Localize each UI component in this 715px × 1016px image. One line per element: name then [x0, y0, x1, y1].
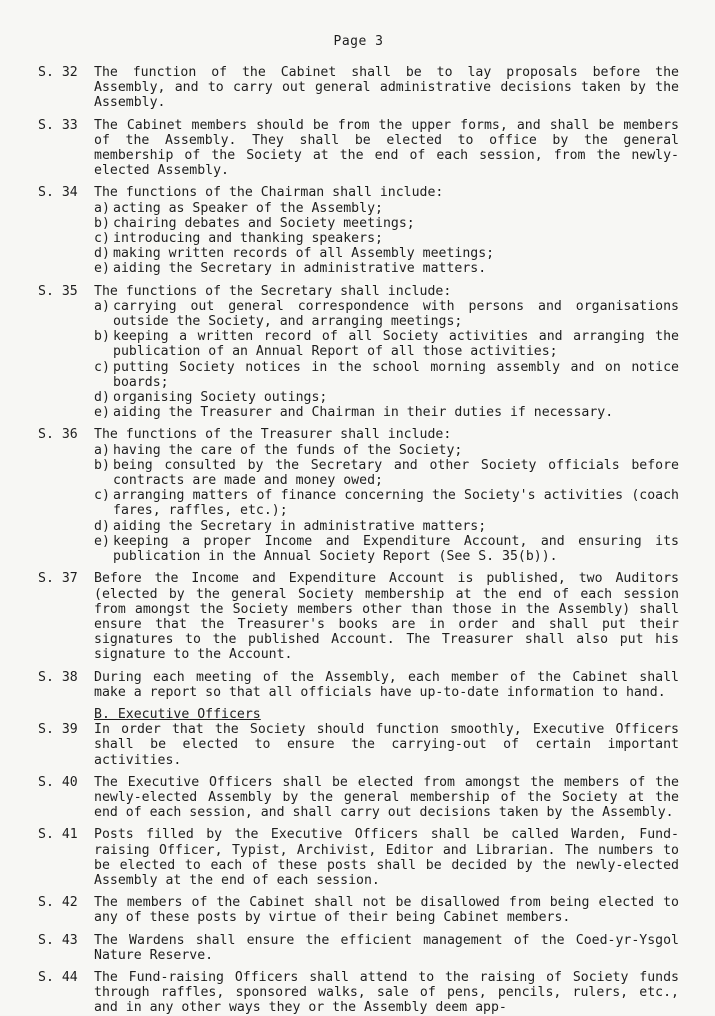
clause-text: During each meeting of the Assembly, each member of the Cabinet shall make a report so that all officials have up-to-date information to hand.	[94, 669, 679, 700]
clause-number: S. 41	[38, 827, 78, 843]
list-item-text: having the care of the funds of the Society;	[113, 442, 463, 458]
clause-number: S. 42	[38, 895, 78, 911]
list-item-text: putting Society notices in the school morning assembly and on notice boards;	[113, 359, 679, 390]
clause-body	[94, 65, 679, 111]
list-item-text: acting as Speaker of the Assembly;	[113, 200, 383, 216]
clause	[38, 571, 679, 662]
list-item-letter: e)	[94, 261, 110, 277]
list-item	[94, 246, 679, 261]
clause-text: Before the Income and Expenditure Account is published, two Auditors (elected by the general Society membership at the end of each session from amongst the Society members other than those in the Assembly) shall ensure that the Treasurer's books are in order and shall put their signatures to the published Account. The Treasurer shall also put his signature to the Account.	[94, 571, 679, 663]
list-item	[94, 534, 679, 564]
list-item-text: organising Society outings;	[113, 390, 328, 406]
clause-number: S. 34	[38, 185, 78, 201]
list-item-text: keeping a proper Income and Expenditure Account, and ensuring its publication in the Annual Society Report (See S. 35(b)).	[113, 533, 679, 565]
clause-number: S. 43	[38, 932, 78, 948]
clause	[38, 427, 679, 564]
clause	[38, 670, 679, 700]
clauses-section-a	[38, 65, 679, 700]
clause-text: The members of the Cabinet shall not be disallowed from being elected to any of these posts by virtue of their being Cabinet members.	[94, 895, 679, 926]
clause	[38, 895, 679, 925]
clause-number: S. 37	[38, 571, 78, 587]
list-item	[94, 231, 679, 246]
list-item-letter: c)	[94, 488, 110, 504]
clause-body	[94, 118, 679, 179]
list-item-text: arranging matters of finance concerning the Society's activities (coach fares, raffles, etc.);	[113, 488, 679, 519]
section-heading-executive-officers: B. Executive Officers	[94, 706, 261, 722]
list-item-letter: a)	[94, 442, 110, 458]
clause	[38, 118, 679, 179]
clause-body	[94, 895, 679, 925]
list-item-text: keeping a written record of all Society activities and arranging the publication of an Annual Report of all those activities;	[113, 329, 679, 360]
clause-number: S. 40	[38, 774, 78, 790]
clause	[38, 722, 679, 768]
list-item-text: chairing debates and Society meetings;	[113, 215, 415, 231]
clause-body	[94, 571, 679, 662]
clause	[38, 185, 679, 276]
clause-text: The Executive Officers shall be elected from amongst the members of the newly-elected Assembly by the general membership of the Society at the end of each session, and shall carry out decisions taken by the Assembly.	[94, 774, 679, 821]
list-item-letter: b)	[94, 215, 110, 231]
clause-text: The Cabinet members should be from the upper forms, and shall be members of the Assembly. They shall be elected to office by the general membership of the Society at the end of each session, from the newly-elected Assembly.	[94, 117, 679, 179]
list-item	[94, 329, 679, 359]
clause-text: The functions of the Secretary shall include:	[94, 283, 452, 299]
list-item	[94, 299, 679, 329]
list-item-text: making written records of all Assembly meetings;	[113, 246, 495, 262]
clause-item-list	[94, 201, 679, 277]
list-item	[94, 458, 679, 488]
list-item	[94, 488, 679, 518]
list-item-letter: b)	[94, 457, 110, 473]
clause-body	[94, 827, 679, 888]
list-item-text: aiding the Treasurer and Chairman in their duties if necessary.	[113, 405, 614, 421]
list-item	[94, 519, 679, 534]
list-item-letter: d)	[94, 390, 110, 406]
list-item-letter: c)	[94, 231, 110, 247]
list-item-letter: e)	[94, 405, 110, 421]
clause-number: S. 36	[38, 427, 78, 443]
clause-number: S. 39	[38, 722, 78, 738]
clause-number: S. 33	[38, 117, 78, 133]
clause-body	[94, 775, 679, 821]
page-title: Page 3	[333, 34, 384, 49]
clause-item-list	[94, 299, 679, 421]
clause-text: Posts filled by the Executive Officers shall be called Warden, Fund-raising Officer, Typist, Archivist, Editor and Librarian. The numbers to be elected to each of these posts shall be decided by the newly-elected Assembly at the end of each session.	[94, 827, 679, 888]
clause-body	[94, 427, 679, 564]
list-item-letter: b)	[94, 329, 110, 345]
list-item-text: being consulted by the Secretary and other Society officials before contracts are made and money owed;	[113, 457, 679, 489]
clause	[38, 775, 679, 821]
clause	[38, 284, 679, 421]
clause-number: S. 32	[38, 65, 78, 80]
clause	[38, 827, 679, 888]
clause-body	[94, 722, 679, 768]
clause-number: S. 38	[38, 669, 78, 685]
clause-number: S. 44	[38, 969, 78, 985]
clause	[38, 933, 679, 963]
clause-body	[94, 670, 679, 700]
list-item-letter: e)	[94, 533, 110, 549]
list-item	[94, 360, 679, 390]
list-item	[94, 405, 679, 420]
clause-text: The function of the Cabinet shall be to lay proposals before the Assembly, and to carry out general administrative decisions taken by the Assembly.	[94, 65, 679, 111]
list-item-letter: d)	[94, 246, 110, 262]
list-item	[94, 216, 679, 231]
list-item-letter: d)	[94, 518, 110, 534]
list-item-text: aiding the Secretary in administrative matters;	[113, 518, 487, 534]
list-item-letter: c)	[94, 359, 110, 375]
clause-body	[94, 284, 679, 421]
clause	[38, 65, 679, 111]
list-item	[94, 201, 679, 216]
clause-text: The functions of the Treasurer shall include:	[94, 427, 452, 443]
list-item-letter: a)	[94, 298, 110, 314]
list-item-text: aiding the Secretary in administrative matters.	[113, 261, 487, 277]
clause-body	[94, 970, 679, 1016]
clause-body	[94, 933, 679, 963]
clause-number: S. 35	[38, 283, 78, 299]
clause	[38, 970, 679, 1016]
list-item-text: introducing and thanking speakers;	[113, 231, 383, 247]
list-item-letter: a)	[94, 200, 110, 216]
clauses-section-b	[38, 722, 679, 1015]
list-item	[94, 390, 679, 405]
list-item	[94, 443, 679, 458]
clause-text: The functions of the Chairman shall include:	[94, 185, 444, 201]
list-item	[94, 261, 679, 276]
clause-text: The Fund-raising Officers shall attend to the raising of Society funds through raffles, sponsored walks, sale of pens, pencils, rulers, etc., and in any other ways they or the Assembly deem app-	[94, 969, 679, 1016]
clause-item-list	[94, 443, 679, 565]
clause-text: The Wardens shall ensure the efficient management of the Coed-yr-Ysgol Nature Reserve.	[94, 932, 679, 963]
list-item-text: carrying out general correspondence with persons and organisations outside the Society, and arranging meetings;	[113, 298, 679, 330]
clause-body	[94, 185, 679, 276]
clause-text: In order that the Society should function smoothly, Executive Officers shall be elected to ensure the carrying-out of certain important activities.	[94, 722, 679, 768]
